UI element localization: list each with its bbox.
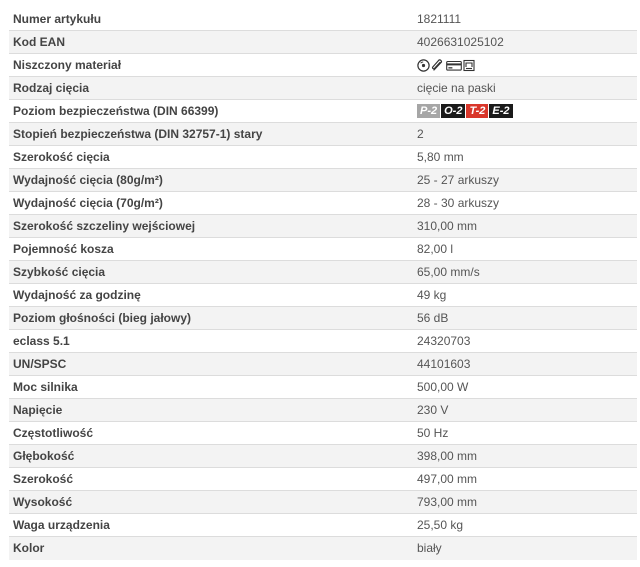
spec-label: eclass 5.1	[13, 334, 70, 348]
spec-row	[9, 422, 637, 445]
specification-table	[9, 8, 637, 560]
spec-label: Waga urządzenia	[13, 518, 110, 532]
spec-value: 28 - 30 arkuszy	[417, 195, 500, 210]
spec-label: Szerokość	[13, 472, 74, 486]
security-badge-t: T-2	[466, 104, 488, 118]
security-badge-o: O-2	[441, 104, 465, 118]
spec-label: Szybkość cięcia	[13, 265, 106, 279]
spec-value: 5,80 mm	[417, 149, 464, 164]
spec-label: Szerokość cięcia	[13, 150, 110, 164]
spec-row	[9, 376, 637, 399]
spec-row	[9, 31, 637, 54]
spec-value: 500,00 W	[417, 379, 469, 394]
spec-value: 44101603	[417, 356, 471, 371]
spec-value: 310,00 mm	[417, 218, 478, 233]
spec-value: 1821111	[417, 11, 462, 26]
spec-row	[9, 169, 637, 192]
spec-row	[9, 330, 637, 353]
spec-label: Wydajność cięcia (70g/m²)	[13, 196, 163, 210]
spec-label: Pojemność kosza	[13, 242, 114, 256]
spec-row	[9, 514, 637, 537]
security-badge-p: P-2	[417, 104, 440, 118]
spec-row	[9, 261, 637, 284]
credit-card-icon	[446, 59, 462, 72]
spec-value: 398,00 mm	[417, 448, 478, 463]
spec-label: Wydajność za godzinę	[13, 288, 141, 302]
spec-label: Częstotliwość	[13, 426, 94, 440]
spec-row	[9, 537, 637, 560]
spec-row	[9, 491, 637, 514]
spec-row	[9, 215, 637, 238]
spec-label: Poziom bezpieczeństwa (DIN 66399)	[13, 104, 219, 118]
spec-value: 793,00 mm	[417, 494, 478, 509]
spec-row	[9, 307, 637, 330]
spec-row	[9, 77, 637, 100]
security-level-value	[413, 100, 637, 122]
spec-value: 49 kg	[417, 287, 447, 302]
spec-value: biały	[417, 541, 442, 555]
spec-label: Kolor	[13, 541, 45, 555]
material-icons	[413, 54, 637, 76]
spec-value: 56 dB	[417, 310, 449, 325]
spec-label: Kod EAN	[13, 35, 65, 49]
spec-label: Rodzaj cięcia	[13, 81, 90, 95]
spec-value: 230 V	[417, 402, 449, 417]
paperclip-icon	[431, 59, 445, 72]
spec-row	[9, 468, 637, 491]
security-badge-e: E-2	[489, 104, 512, 118]
spec-row	[9, 284, 637, 307]
spec-row	[9, 238, 637, 261]
spec-value: 82,00 l	[417, 241, 454, 256]
spec-value: 25,50 kg	[417, 517, 464, 532]
spec-row	[9, 445, 637, 468]
spec-label: UN/SPSC	[13, 357, 67, 371]
spec-value: 497,00 mm	[417, 471, 478, 486]
spec-row	[9, 8, 637, 31]
spec-label: Niszczony materiał	[13, 58, 122, 72]
spec-value: cięcie na paski	[417, 80, 496, 95]
spec-value: 65,00 mm/s	[417, 264, 480, 279]
spec-label: Wysokość	[13, 495, 73, 509]
spec-label: Poziom głośności (bieg jałowy)	[13, 311, 192, 325]
cd-icon	[417, 59, 430, 72]
spec-row	[9, 192, 637, 215]
spec-label: Numer artykułu	[13, 12, 102, 26]
spec-value: 25 - 27 arkuszy	[417, 172, 500, 187]
spec-row	[9, 146, 637, 169]
spec-label: Moc silnika	[13, 380, 78, 394]
spec-label: Napięcie	[13, 403, 63, 417]
security-badges	[417, 104, 513, 118]
spec-row	[9, 54, 637, 77]
spec-row	[9, 353, 637, 376]
spec-label: Głębokość	[13, 449, 75, 463]
spec-row	[9, 123, 637, 146]
spec-value: 50 Hz	[417, 425, 449, 440]
staple-icon	[463, 59, 475, 72]
spec-label: Szerokość szczeliny wejściowej	[13, 219, 196, 233]
spec-value: 24320703	[417, 333, 471, 348]
spec-row	[9, 399, 637, 422]
spec-label: Stopień bezpieczeństwa (DIN 32757-1) stary	[13, 127, 263, 141]
spec-value: 2	[417, 126, 424, 141]
spec-value: 4026631025102	[417, 34, 504, 49]
spec-label: Wydajność cięcia (80g/m²)	[13, 173, 163, 187]
spec-row	[9, 100, 637, 123]
